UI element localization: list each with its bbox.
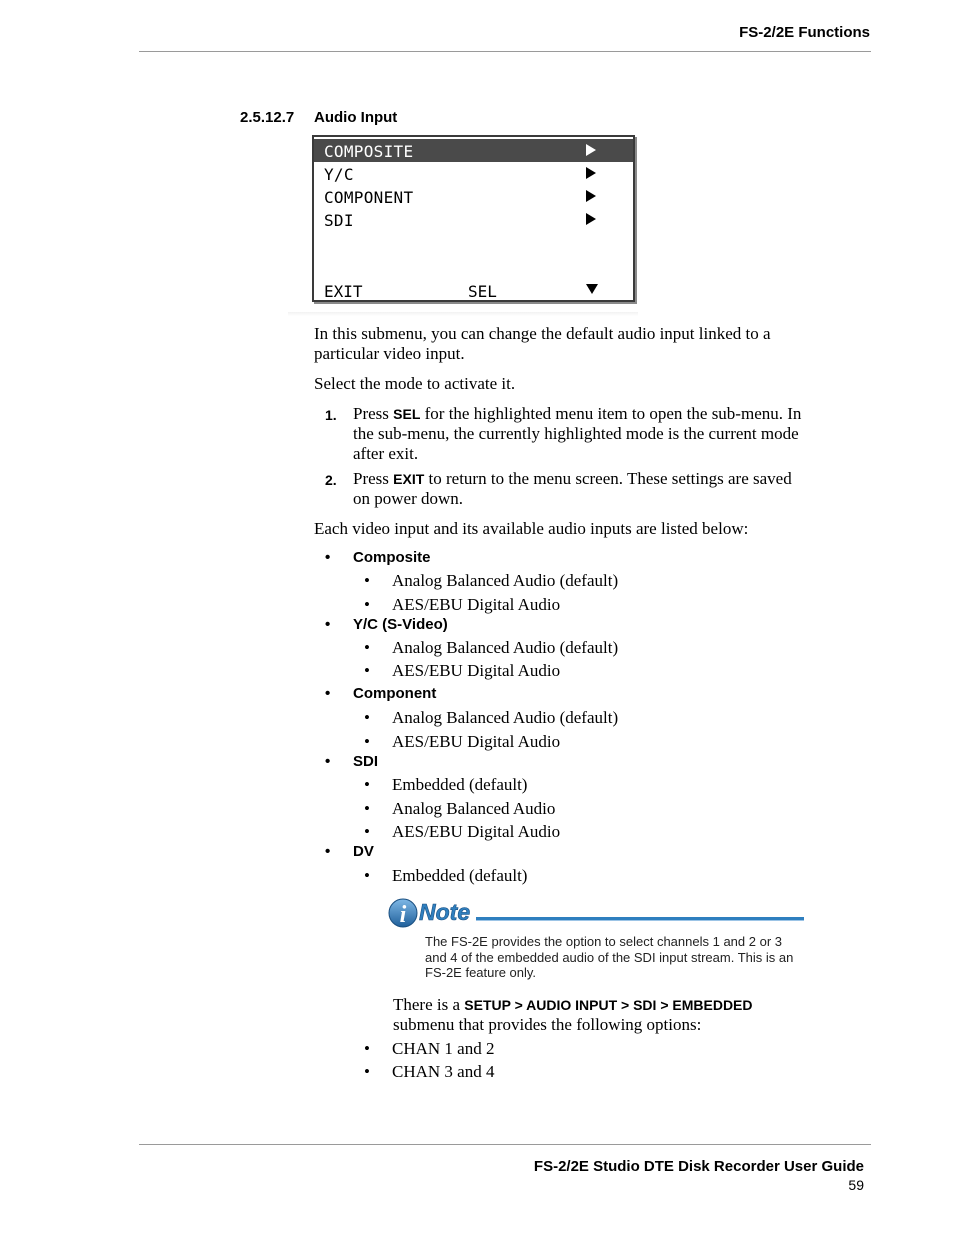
menu-item-composite[interactable] xyxy=(314,139,633,162)
note-logo xyxy=(388,895,808,931)
right-arrow-icon xyxy=(586,167,596,179)
section-title: Audio Input xyxy=(314,109,398,126)
embedded-paragraph: There is a SETUP > AUDIO INPUT > SDI > EMBEDDED submenu that provides the following options: xyxy=(393,995,753,1034)
section-heading xyxy=(240,109,397,126)
menu-item-label: SDI xyxy=(324,211,354,230)
step-number: 1. xyxy=(325,407,337,423)
header-rule xyxy=(139,51,871,52)
menu-item-yc[interactable] xyxy=(314,162,633,185)
right-arrow-icon xyxy=(586,144,596,156)
menu-item-label: COMPOSITE xyxy=(324,142,414,161)
running-header: FS-2/2E Functions xyxy=(739,24,870,41)
menu-item-label: COMPONENT xyxy=(324,188,414,207)
menu-sel-label[interactable]: SEL xyxy=(468,282,497,301)
select-mode-paragraph: Select the mode to activate it. xyxy=(314,374,516,393)
note-logo-rule xyxy=(476,917,804,920)
menu-exit-label[interactable]: EXIT xyxy=(324,282,363,301)
note-logo-text: Note xyxy=(419,899,471,925)
menu-item-sdi[interactable] xyxy=(314,208,633,231)
down-arrow-icon[interactable] xyxy=(586,284,598,294)
note-text: The FS-2E provides the option to select channels 1 and 2 or 3 and 4 of the embedded audio of the SDI input stream. This is an FS-2E feature only. xyxy=(425,934,794,980)
section-number: 2.5.12.7 xyxy=(240,109,295,126)
right-arrow-icon xyxy=(586,190,596,202)
footer-rule xyxy=(139,1144,871,1145)
right-arrow-icon xyxy=(586,213,596,225)
setup-path-keyword: SETUP > AUDIO INPUT > SDI > EMBEDDED xyxy=(464,997,753,1013)
menu-item-component[interactable] xyxy=(314,185,633,208)
menu-shadow xyxy=(288,312,638,316)
audio-input-menu xyxy=(312,135,635,302)
sel-keyword: SEL xyxy=(393,406,421,422)
menu-item-label: Y/C xyxy=(324,165,354,184)
info-icon-glyph: i xyxy=(399,902,407,928)
step-text: Press EXIT to return to the menu screen. These settings are saved on power down. xyxy=(353,469,792,508)
list-intro-paragraph: Each video input and its available audio inputs are listed below: xyxy=(314,519,749,538)
page-number: 59 xyxy=(848,1177,864,1193)
step-number: 2. xyxy=(325,472,337,488)
footer-title: FS-2/2E Studio DTE Disk Recorder User Guide xyxy=(533,1158,864,1175)
exit-keyword: EXIT xyxy=(393,471,425,487)
intro-paragraph: In this submenu, you can change the default audio input linked to a particular video input. xyxy=(314,324,771,363)
step-text: Press SEL for the highlighted menu item to open the sub-menu. In the sub-menu, the currently highlighted mode is the current mode after exit. xyxy=(353,404,802,463)
